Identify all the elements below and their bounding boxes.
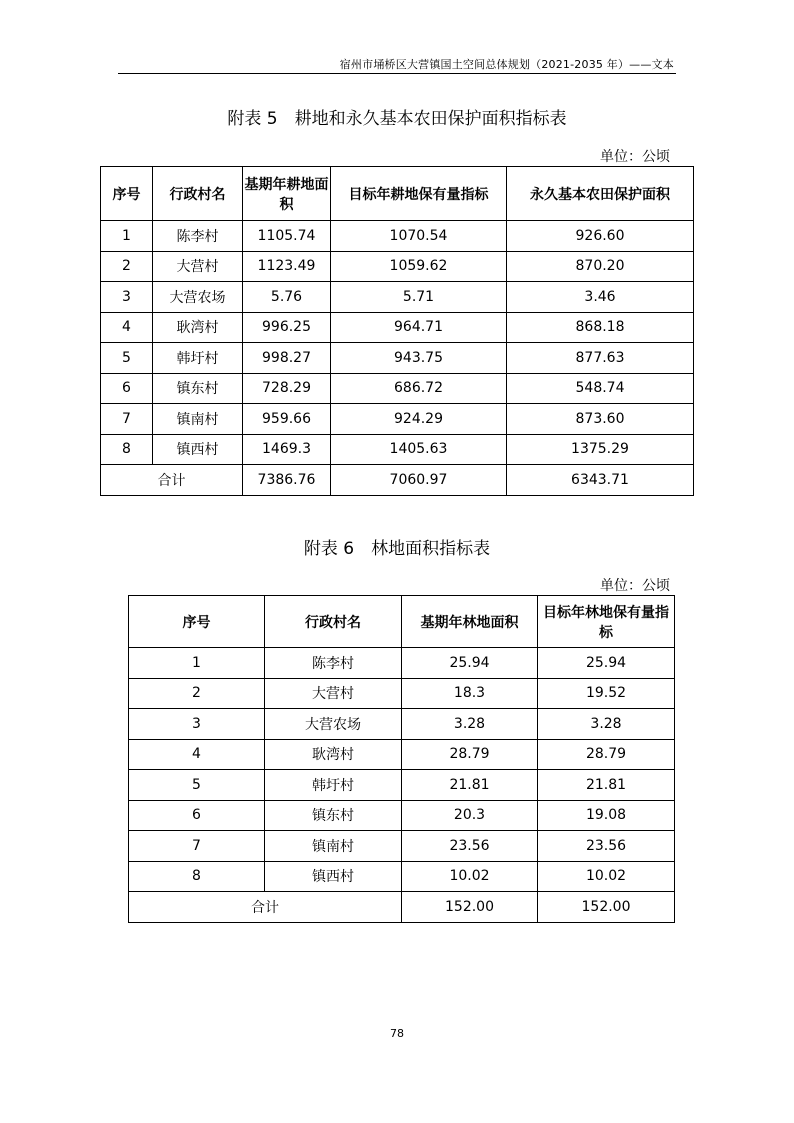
table-cell: 1059.62 [331,251,507,282]
table-cell: 8 [129,861,265,892]
table-header-row [129,596,675,648]
table-cell: 686.72 [331,373,507,404]
table-cell: 868.18 [507,312,694,343]
table-row [101,221,694,252]
table1-unit: 单位：公顷 [600,149,670,165]
table-cell: 4 [129,739,265,770]
header-rule [118,73,676,74]
column-header: 目标年林地保有量指标 [538,596,675,648]
table-cell: 23.56 [538,831,675,862]
table-cell: 镇西村 [153,434,243,465]
farmland-protection-table [100,166,694,496]
table-cell: 镇西村 [265,861,402,892]
table2-title: 附表 6 林地面积指标表 [303,539,491,559]
table-cell: 1469.3 [243,434,331,465]
table-header-row [101,167,694,221]
table-cell: 1123.49 [243,251,331,282]
page-number: 78 [390,1027,404,1040]
table-cell: 873.60 [507,404,694,435]
table-row [101,434,694,465]
table-cell: 964.71 [331,312,507,343]
table-cell: 陈李村 [265,648,402,679]
total-label: 合计 [129,892,402,923]
table-cell: 镇南村 [265,831,402,862]
column-header: 序号 [101,167,153,221]
column-header: 序号 [129,596,265,648]
table-cell: 3.28 [538,709,675,740]
table-cell: 2 [129,678,265,709]
table-cell: 耿湾村 [153,312,243,343]
table2-unit: 单位：公顷 [600,578,670,594]
table-cell: 3.28 [402,709,538,740]
table-cell: 1 [101,221,153,252]
table-row [101,404,694,435]
table-cell: 728.29 [243,373,331,404]
table-row [101,312,694,343]
table-cell: 6 [129,800,265,831]
table-cell: 20.3 [402,800,538,831]
table-cell: 19.08 [538,800,675,831]
table-cell: 1 [129,648,265,679]
table-cell: 28.79 [402,739,538,770]
table-row [129,709,675,740]
table-cell: 镇东村 [265,800,402,831]
table-cell: 8 [101,434,153,465]
table-cell: 25.94 [402,648,538,679]
table-cell: 大营村 [265,678,402,709]
column-header: 行政村名 [265,596,402,648]
table-cell: 959.66 [243,404,331,435]
table-cell: 924.29 [331,404,507,435]
total-row [101,465,694,496]
table-cell: 大营农场 [265,709,402,740]
table-cell: 镇东村 [153,373,243,404]
table-cell: 943.75 [331,343,507,374]
table-cell: 10.02 [402,861,538,892]
table-cell: 23.56 [402,831,538,862]
table-cell: 19.52 [538,678,675,709]
table-cell: 28.79 [538,739,675,770]
total-cell: 7386.76 [243,465,331,496]
table-cell: 5 [129,770,265,801]
table-cell: 5.71 [331,282,507,313]
table-cell: 6 [101,373,153,404]
table-cell: 韩圩村 [153,343,243,374]
total-cell: 7060.97 [331,465,507,496]
table-cell: 548.74 [507,373,694,404]
table-cell: 926.60 [507,221,694,252]
table-cell: 3.46 [507,282,694,313]
table-cell: 4 [101,312,153,343]
table-cell: 陈李村 [153,221,243,252]
table-cell: 1070.54 [331,221,507,252]
table-cell: 1405.63 [331,434,507,465]
table-cell: 1105.74 [243,221,331,252]
table-row [101,282,694,313]
table-row [129,770,675,801]
column-header: 基期年林地面积 [402,596,538,648]
table-row [101,373,694,404]
column-header: 目标年耕地保有量指标 [331,167,507,221]
table-cell: 18.3 [402,678,538,709]
column-header: 基期年耕地面积 [243,167,331,221]
forest-land-table [128,595,675,923]
table-cell: 韩圩村 [265,770,402,801]
running-header: 宿州市埇桥区大营镇国土空间总体规划（2021-2035 年）——文本 [339,58,674,71]
total-cell: 152.00 [402,892,538,923]
table-row [101,343,694,374]
total-row [129,892,675,923]
table-row [101,251,694,282]
table-cell: 996.25 [243,312,331,343]
table-row [129,861,675,892]
table-cell: 大营村 [153,251,243,282]
column-header: 行政村名 [153,167,243,221]
table-cell: 25.94 [538,648,675,679]
table-row [129,678,675,709]
table-cell: 2 [101,251,153,282]
table-cell: 21.81 [538,770,675,801]
table-cell: 877.63 [507,343,694,374]
table-row [129,739,675,770]
total-cell: 152.00 [538,892,675,923]
table-cell: 3 [129,709,265,740]
table-cell: 耿湾村 [265,739,402,770]
table-cell: 5 [101,343,153,374]
table-cell: 21.81 [402,770,538,801]
table-cell: 镇南村 [153,404,243,435]
table-cell: 7 [101,404,153,435]
table-cell: 1375.29 [507,434,694,465]
table1-title: 附表 5 耕地和永久基本农田保护面积指标表 [227,109,567,129]
table-cell: 3 [101,282,153,313]
table-cell: 998.27 [243,343,331,374]
table-cell: 大营农场 [153,282,243,313]
table-cell: 870.20 [507,251,694,282]
table-row [129,800,675,831]
table-row [129,831,675,862]
table-cell: 7 [129,831,265,862]
column-header: 永久基本农田保护面积 [507,167,694,221]
table-row [129,648,675,679]
total-cell: 6343.71 [507,465,694,496]
total-label: 合计 [101,465,243,496]
table-cell: 5.76 [243,282,331,313]
table-cell: 10.02 [538,861,675,892]
